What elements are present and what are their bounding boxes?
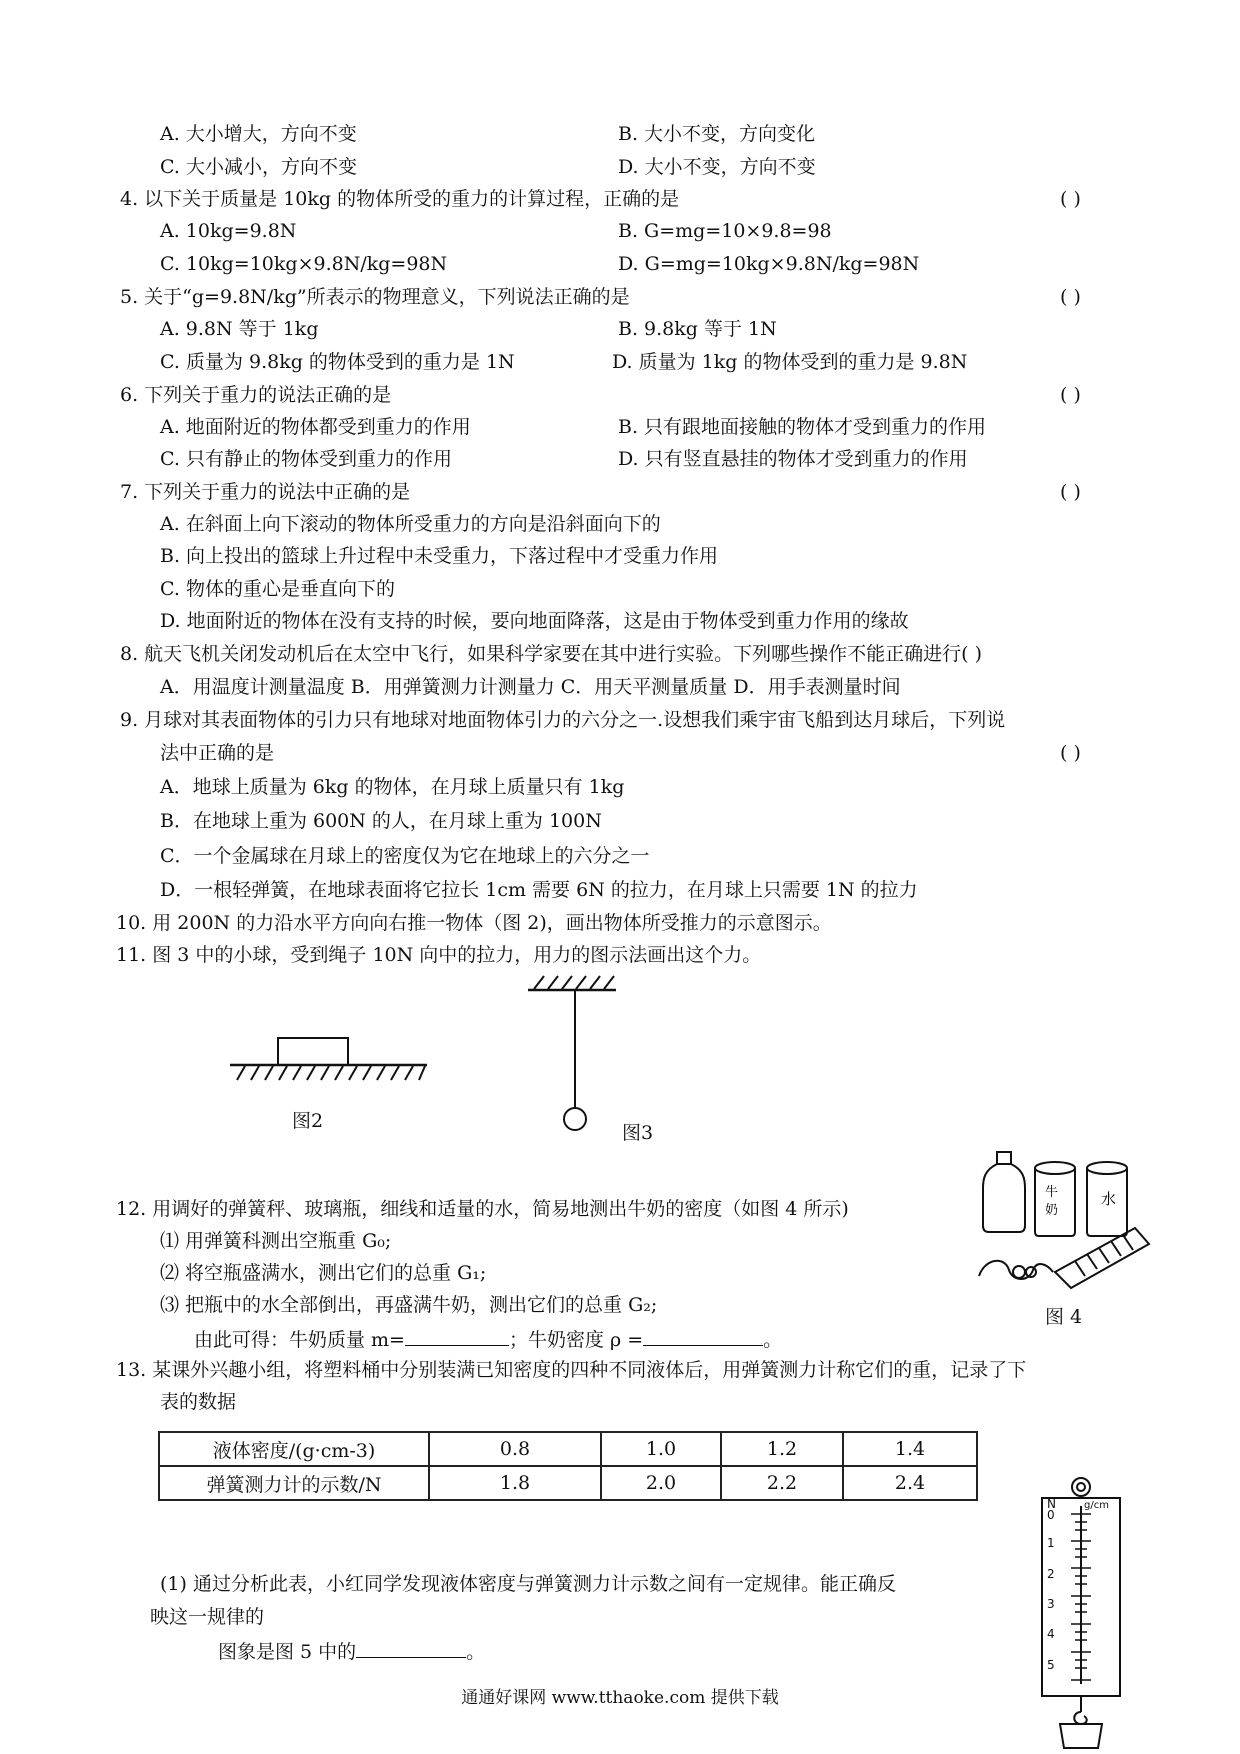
q7-option-d: D. 地面附近的物体在没有支持的时候，要向地面降落，这是由于物体受到重力作用的缘故 [160, 610, 909, 632]
q4-option-a: A. 10kg=9.8N [160, 220, 297, 242]
scale-tick-label: 0 [1047, 1508, 1055, 1522]
q6-answer-paren: ( ) [1060, 384, 1081, 406]
figure-4-label: 图 4 [1045, 1306, 1083, 1328]
q4-option-d: D. G=mg=10kg×9.8N/kg=98N [618, 253, 920, 275]
table-row-header-reading: 弹簧测力计的示数/N [159, 1466, 429, 1500]
q7-option-c: C. 物体的重心是垂直向下的 [160, 578, 395, 600]
q12-result-mass-label: 由此可得：牛奶质量 m= [194, 1329, 405, 1351]
table-cell: 1.2 [721, 1432, 843, 1466]
q5-option-b: B. 9.8kg 等于 1N [618, 318, 777, 340]
q13-sub1-prompt: 图象是图 5 中的 [218, 1641, 357, 1663]
q6-option-d: D. 只有竖直悬挂的物体才受到重力的作用 [618, 448, 968, 470]
q9-stem-line1: 9. 月球对其表面物体的引力只有地球对地面物体引力的六分之一.设想我们乘宇宙飞船到达月球后，下列说 [120, 709, 1006, 731]
q13-stem-line2: 表的数据 [160, 1391, 237, 1413]
figure-4-jar-label-water: 水 [1101, 1190, 1117, 1208]
scale-tick-label: 3 [1047, 1597, 1055, 1611]
figure-2 [225, 1035, 435, 1085]
q7-option-a: A. 在斜面上向下滚动的物体所受重力的方向是沿斜面向下的 [160, 513, 661, 535]
q4-option-b: B. G=mg=10×9.8=98 [618, 220, 832, 242]
q13-sub1-end: 。 [466, 1641, 486, 1663]
q5-answer-paren: ( ) [1060, 286, 1081, 308]
q9-answer-paren: ( ) [1060, 742, 1081, 764]
scale-tick-label: 4 [1047, 1627, 1055, 1641]
q7-stem: 7. 下列关于重力的说法中正确的是 [120, 481, 411, 503]
q8-options: A．用温度计测量温度 B．用弹簧测力计测量力 C．用天平测量质量 D．用手表测量时间 [160, 676, 901, 698]
q6-option-b: B. 只有跟地面接触的物体才受到重力的作用 [618, 416, 987, 438]
q9-option-c: C．一个金属球在月球上的密度仅为它在地球上的六分之一 [160, 845, 650, 867]
q12-stem: 12. 用调好的弹簧秤、玻璃瓶，细线和适量的水，简易地测出牛奶的密度（如图 4 所示) [116, 1198, 849, 1220]
q10-stem: 10. 用 200N 的力沿水平方向向右推一物体（图 2)，画出物体所受推力的示意图示。 [116, 912, 832, 934]
q12-step-3: ⑶ 把瓶中的水全部倒出，再盛满牛奶，测出它们的总重 G₂; [160, 1294, 658, 1316]
table-row-header-density: 液体密度/(g·cm-3) [159, 1432, 429, 1466]
figure-3-label: 图3 [622, 1122, 654, 1144]
table-cell: 1.4 [843, 1432, 977, 1466]
q3-option-a: A. 大小增大，方向不变 [160, 123, 357, 145]
q9-option-a: A．地球上质量为 6kg 的物体，在月球上质量只有 1kg [160, 776, 625, 798]
q12-density-blank[interactable] [643, 1325, 763, 1346]
table-cell: 0.8 [429, 1432, 601, 1466]
figure-4-jar-label-milk-1: 牛 [1045, 1185, 1059, 1200]
figure-2-label: 图2 [292, 1110, 324, 1132]
page-footer: 通通好课网 www.tthaoke.com 提供下载 [461, 1688, 779, 1708]
table-row [159, 1466, 977, 1500]
figure-3 [520, 972, 620, 1132]
q12-result-line [194, 1325, 782, 1353]
q9-stem-line2: 法中正确的是 [160, 742, 275, 764]
table-cell: 1.0 [601, 1432, 721, 1466]
q3-option-b: B. 大小不变，方向变化 [618, 123, 816, 145]
table-cell: 1.8 [429, 1466, 601, 1500]
q13-sub1-line3 [218, 1637, 485, 1665]
table-cell: 2.2 [721, 1466, 843, 1500]
q12-step-1: ⑴ 用弹簧科测出空瓶重 G₀; [160, 1230, 392, 1252]
scale-unit-label: g/cm [1084, 1500, 1109, 1511]
q12-result-density-label: ；牛奶密度 ρ = [508, 1329, 644, 1351]
q4-answer-paren: ( ) [1060, 188, 1081, 210]
scale-n-label: N [1047, 1497, 1056, 1511]
q12-step-2: ⑵ 将空瓶盛满水，测出它们的总重 G₁; [160, 1262, 487, 1284]
q12-result-end: 。 [763, 1329, 783, 1351]
q6-option-a: A. 地面附近的物体都受到重力的作用 [160, 416, 471, 438]
table-row [159, 1432, 977, 1466]
table-cell: 2.0 [601, 1466, 721, 1500]
q5-option-a: A. 9.8N 等于 1kg [160, 318, 319, 340]
q7-option-b: B. 向上投出的篮球上升过程中未受重力，下落过程中才受重力作用 [160, 545, 719, 567]
q5-option-d: D. 质量为 1kg 的物体受到的重力是 9.8N [612, 351, 968, 373]
q12-mass-blank[interactable] [405, 1325, 509, 1346]
q5-stem: 5. 关于“g=9.8N/kg”所表示的物理意义，下列说法正确的是 [120, 286, 630, 308]
scale-tick-label: 1 [1047, 1536, 1055, 1550]
q9-option-d: D．一根轻弹簧，在地球表面将它拉长 1cm 需要 6N 的拉力，在月球上只需要 1N 的拉力 [160, 879, 918, 901]
q13-data-table [158, 1431, 978, 1501]
q6-stem: 6. 下列关于重力的说法正确的是 [120, 384, 392, 406]
q13-sub1-line1: (1) 通过分析此表，小红同学发现液体密度与弹簧测力计示数之间有一定规律。能正确反 [160, 1573, 896, 1595]
q8-stem: 8. 航天飞机关闭发动机后在太空中飞行，如果科学家要在其中进行实验。下列哪些操作不能正确进行( ) [120, 643, 983, 665]
q13-sub1-line2: 映这一规律的 [150, 1606, 265, 1628]
q3-option-d: D. 大小不变，方向不变 [618, 156, 816, 178]
q9-option-b: B．在地球上重为 600N 的人，在月球上重为 100N [160, 810, 602, 832]
q3-option-c: C. 大小减小，方向不变 [160, 156, 357, 178]
q11-stem: 11. 图 3 中的小球，受到绳子 10N 向中的拉力，用力的图示法画出这个力。 [116, 944, 762, 966]
q4-option-c: C. 10kg=10kg×9.8N/kg=98N [160, 253, 448, 275]
scale-tick-label: 5 [1047, 1658, 1055, 1672]
q7-answer-paren: ( ) [1060, 481, 1081, 503]
q13-answer-blank[interactable] [356, 1637, 466, 1658]
q6-option-c: C. 只有静止的物体受到重力的作用 [160, 448, 452, 470]
table-cell: 2.4 [843, 1466, 977, 1500]
figure-4 [975, 1148, 1165, 1298]
spring-scale-figure [1036, 1476, 1126, 1752]
scale-tick-label: 2 [1047, 1567, 1055, 1581]
q13-stem-line1: 13. 某课外兴趣小组，将塑料桶中分别装满已知密度的四种不同液体后，用弹簧测力计称它们的重，记录了下 [116, 1359, 1027, 1381]
q4-stem: 4. 以下关于质量是 10kg 的物体所受的重力的计算过程，正确的是 [120, 188, 680, 210]
figure-4-jar-label-milk-2: 奶 [1045, 1203, 1059, 1218]
q5-option-c: C. 质量为 9.8kg 的物体受到的重力是 1N [160, 351, 515, 373]
